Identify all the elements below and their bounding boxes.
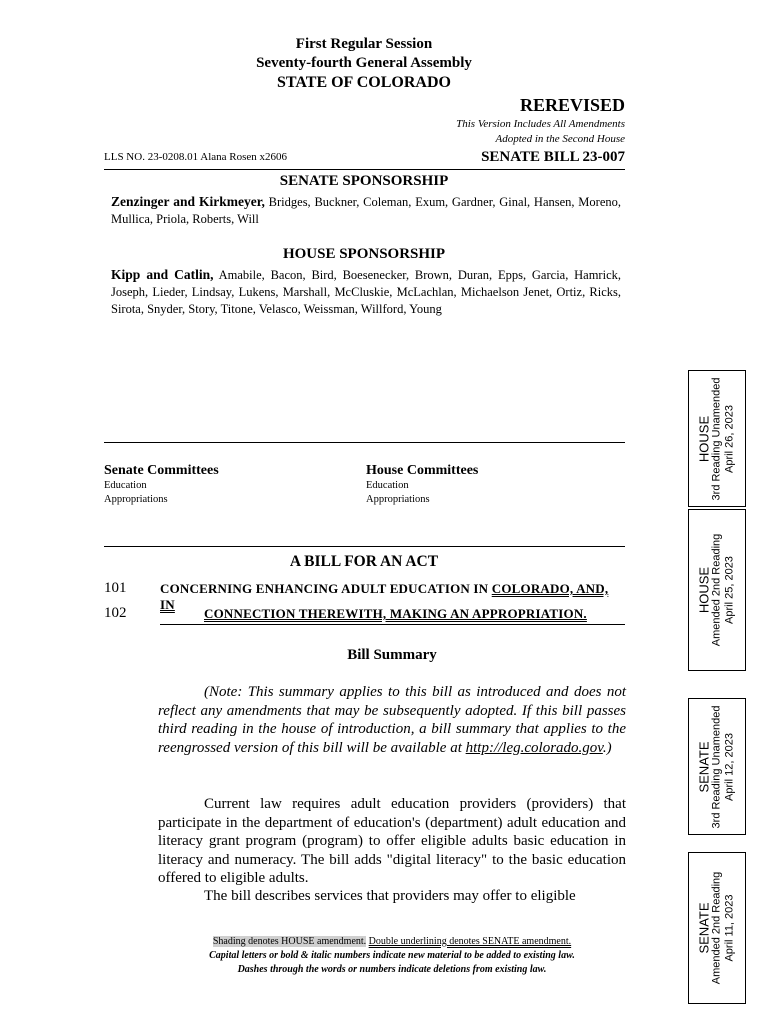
stamp-chamber: SENATE xyxy=(696,902,712,954)
line-number: 101 xyxy=(104,580,127,596)
bill-number: SENATE BILL 23-007 xyxy=(481,149,625,165)
senate-committees xyxy=(104,463,219,507)
house-cosponsors: Amabile, Bacon, Bird, Boesenecker, Brown, Duran, Epps, Garcia, Hamrick, Joseph, Lieder, Lindsay, Lukens, Marshall, McCluskie, McLachlan, Michaelson Jenet, Ortiz, Ricks, Sirota, Snyder, Story, Titone, Velasco, Weissman, Willford, Young xyxy=(111,268,621,316)
stamp-action: Amended 2nd Reading xyxy=(710,533,723,647)
senate-sponsors xyxy=(111,193,621,228)
stamp-action: 3rd Reading Unamended xyxy=(710,705,723,828)
stamp-date: April 11, 2023 xyxy=(723,894,736,962)
bill-title-line-2-amended: CONNECTION THEREWITH, MAKING AN APPROPRIATION. xyxy=(204,606,587,621)
stamp-chamber: HOUSE xyxy=(696,566,712,614)
leg-website-link[interactable]: http://leg.colorado.gov xyxy=(465,739,603,756)
house-2nd-reading-stamp xyxy=(688,509,746,671)
senate-committee-item: Appropriations xyxy=(104,494,168,505)
version-note-line-2: Adopted in the Second House xyxy=(495,133,625,145)
lls-number: LLS NO. 23-0208.01 Alana Rosen x2606 xyxy=(104,151,288,163)
stamp-date: April 26, 2023 xyxy=(723,404,736,473)
senate-committees-heading: Senate Committees xyxy=(104,463,219,478)
bill-title-line-1-text: CONCERNING ENHANCING ADULT EDUCATION IN xyxy=(160,581,492,596)
line-number: 102 xyxy=(104,605,127,621)
session-label: First Regular Session xyxy=(295,36,433,52)
senate-underline-legend: Double underlining denotes SENATE amendment. xyxy=(368,936,572,947)
stamp-date: April 25, 2023 xyxy=(723,556,736,624)
stamp-date: April 12, 2023 xyxy=(723,732,736,801)
committees-top-divider xyxy=(104,442,625,443)
title-underline xyxy=(160,624,625,625)
bill-title-line-2 xyxy=(204,606,587,622)
house-primary-sponsors: Kipp and Catlin, xyxy=(111,267,214,282)
header-divider xyxy=(104,169,625,170)
house-3rd-reading-stamp xyxy=(688,370,746,507)
version-note xyxy=(456,117,625,147)
summary-note-end: .) xyxy=(602,739,612,756)
stamp-action: Amended 2nd Reading xyxy=(710,871,723,985)
stamp-chamber: SENATE xyxy=(696,740,712,793)
summary-paragraph-1: Current law requires adult education providers (providers) that participate in the department of education's (department) adult education and literacy grant program (program) to offer eligible adults basic education in literacy and numeracy. The bill adds "digital literacy" to the basic education offered to eligible adults. xyxy=(158,796,626,886)
senate-committee-item: Education xyxy=(104,480,147,491)
senate-3rd-reading-stamp xyxy=(688,698,746,835)
senate-2nd-reading-stamp xyxy=(688,852,746,1004)
assembly-label: Seventy-fourth General Assembly xyxy=(256,55,472,71)
senate-primary-sponsors: Zenzinger and Kirkmeyer, xyxy=(111,194,265,209)
summary-note-text: (Note: This summary applies to this bill as introduced and does not reflect any amendments that may be subsequently adopted. If this bill passes third reading in the house of introduction, a bill summary that applies to the reengrossed version of this bill will be available at xyxy=(158,684,626,756)
bill-summary-heading: Bill Summary xyxy=(347,647,437,663)
stamp-chamber: HOUSE xyxy=(696,415,712,462)
session-header xyxy=(104,35,624,92)
stamp-action: 3rd Reading Unamended xyxy=(710,377,723,500)
legend-dashes: Dashes through the words or numbers indicate deletions from existing law. xyxy=(237,964,547,975)
house-sponsors xyxy=(111,266,621,318)
bill-title-line-1-amended: COLORADO, AND, IN xyxy=(160,581,609,612)
house-committee-item: Appropriations xyxy=(366,494,430,505)
bill-title: A BILL FOR AN ACT xyxy=(289,553,439,570)
house-committees xyxy=(366,463,478,507)
committees-bottom-divider xyxy=(104,546,625,547)
house-committees-heading: House Committees xyxy=(366,463,479,478)
state-label: STATE OF COLORADO xyxy=(277,74,451,91)
house-sponsorship-heading: HOUSE SPONSORSHIP xyxy=(282,246,446,262)
summary-paragraph-2: The bill describes services that providers may offer to eligible xyxy=(204,888,576,904)
version-note-line-1: This Version Includes All Amendments xyxy=(456,118,625,130)
senate-cosponsors: Bridges, Buckner, Coleman, Exum, Gardner, Ginal, Hansen, Moreno, Mullica, Priola, Roberts, Will xyxy=(111,195,621,226)
house-committee-item: Education xyxy=(366,480,409,491)
house-shading-legend: Shading denotes HOUSE amendment. xyxy=(212,936,367,947)
legend-capital: Capital letters or bold & italic numbers indicate new material to be added to existing law. xyxy=(209,950,575,961)
senate-sponsorship-heading: SENATE SPONSORSHIP xyxy=(279,173,449,189)
summary-note xyxy=(158,683,626,757)
legend-line-1 xyxy=(104,935,680,949)
version-label: REREVISED xyxy=(519,95,625,115)
